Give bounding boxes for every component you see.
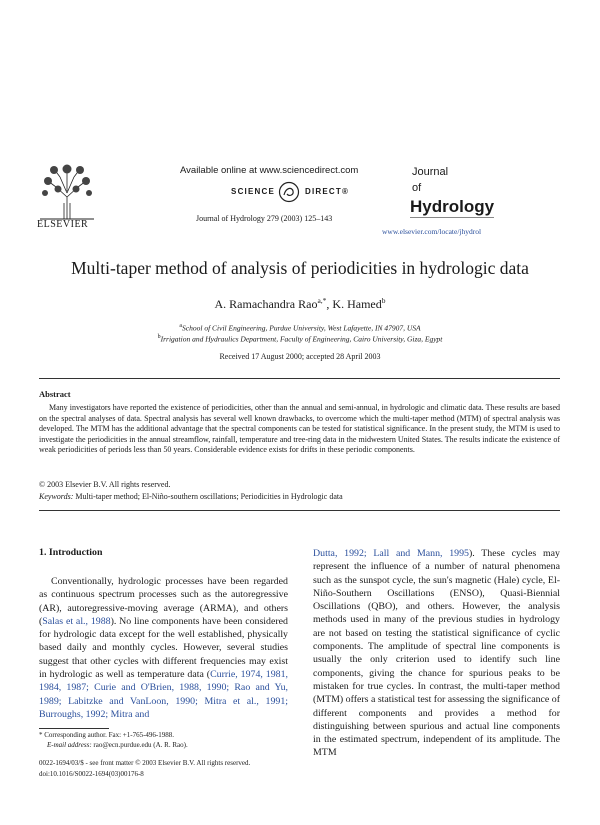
footnote-email-address: rao@ecn.purdue.edu (A. R. Rao).: [91, 741, 188, 749]
journal-url-link[interactable]: www.elsevier.com/locate/jhydrol: [382, 227, 482, 236]
author-separator: ,: [326, 297, 333, 311]
journal-logo-line1: Journal: [412, 166, 449, 178]
abstract-bottom-rule: [39, 510, 560, 511]
author-line: [0, 296, 600, 312]
abstract-text: Many investigators have reported the existence of periodicities, other than the annual and semi-annual, in hydrologic and climatic data. These results are based on the spectral analyses of data. Spectral analysis has several well known drawbacks, to overcome which the multi-taper method (MTM) of spectral analysis was developed. The MTM has the additional advantage that the spectral components can be tested for statistical significance. In the present study, the MTM is used to investigate the periodicities in the annual streamflow, rainfall, temperature and tree-ring data in the midwestern United States. The results indicate the existence of weak periodicities of periods less than 50 years. Considerable evidence exists for drifts in these periodic components.: [39, 403, 560, 455]
author-1: A. Ramachandra Rao: [214, 297, 318, 311]
elsevier-tree-logo-icon: [38, 163, 96, 221]
affiliation-b-sup: b: [157, 334, 161, 340]
sciencedirect-left-text: SCIENCE: [231, 187, 275, 196]
affiliation-b: [0, 334, 600, 344]
affiliation-b-text: Irrigation and Hydraulics Department, Faculty of Engineering, Cairo University, Giza, Egypt: [160, 334, 443, 344]
front-matter-line: 0022-1694/03/$ - see front matter © 2003 Elsevier B.V. All rights reserved.: [39, 759, 251, 767]
intro-text-1: Conventionally, hydrologic processes have been regarded as continuous spectrum processes such as the autoregressive (AR), autoregressive-moving average (ARMA), and others (: [39, 576, 288, 627]
affiliation-a-text: School of Civil Engineering, Purdue University, West Lafayette, IN 47907, USA: [182, 323, 421, 333]
doi-line[interactable]: doi:10.1016/S0022-1694(03)00176-8: [39, 770, 144, 778]
body-left-column: [39, 575, 288, 721]
author-2-sup[interactable]: b: [381, 296, 386, 305]
keywords-label: Keywords:: [39, 492, 74, 501]
abstract-heading: Abstract: [39, 389, 71, 399]
footnote-corresponding-author: * Corresponding author. Fax: +1-765-496-1988.: [39, 731, 174, 739]
footnote-email-label: E-mail address:: [47, 741, 92, 749]
section-heading-introduction: 1. Introduction: [39, 547, 103, 558]
sciencedirect-right-text: DIRECT®: [305, 187, 350, 196]
author-1-sup[interactable]: a,*: [317, 296, 327, 305]
available-online-text: Available online at www.sciencedirect.com: [180, 165, 359, 176]
journal-logo-rule: [410, 217, 494, 218]
journal-logo-title: Hydrology: [410, 197, 495, 216]
footnote-rule: [39, 728, 109, 729]
publisher-name: ELSEVIER: [37, 219, 89, 230]
body-right-column: [313, 547, 560, 760]
affiliation-a-sup: a: [179, 323, 183, 329]
keywords-line: [39, 492, 343, 501]
abstract-copyright: © 2003 Elsevier B.V. All rights reserved.: [39, 480, 171, 489]
intro-text-2: ). No line components have been considered for hydrologic data except for the well established, physically based daily and monthly cycles. However, several studies suggest that other cycles with different frequencies may exist in hydrologic as well as temperature data (: [39, 615, 288, 681]
affiliation-a: [0, 323, 600, 333]
citation-links-dutta-lall[interactable]: Dutta, 1992; Lall and Mann, 1995: [313, 548, 469, 559]
received-dates: Received 17 August 2000; accepted 28 April 2003: [219, 352, 381, 361]
abstract-top-rule: [39, 378, 560, 379]
citation-links-currie[interactable]: Currie, 1974, 1981, 1984, 1987; Curie and O'Brien, 1988, 1990; Rao and Yu, 1989; Labitzke and VanLoon, 1990; Mitra et al., 1991; Burroughs, 1992; Mitra and: [39, 669, 289, 720]
citation-link-salas[interactable]: Salas et al., 1988: [42, 615, 111, 627]
keywords-text: Multi-taper method; El-Niño-southern oscillations; Periodicities in Hydrologic data: [73, 492, 343, 501]
intro-continued-text: ). These cycles may represent the influence of a number of natural phenomena such as the sunspot cycle, the sun's magnetic (Hale) cycle, El-Niño-Southern Oscillations (ENSO), Quasi-Biennial Oscillations (QBO), and others. However, the analysis methods used in many of the previous studies in hydrology are not based on testing the statistical significance of cyclic components. The amplitude of spectral line components is usually the only criterion used to identify such line components, giving the chance for spurious peaks to be mistaken for true cycles. In contrast, the multi-taper method (MTM) offers a statistical test for assessing the significance of different components and provides a method for distinguishing between spurious and actual line components in the estimated spectrum, independent of its amplitude. The MTM: [313, 548, 560, 759]
article-title: Multi-taper method of analysis of periodicities in hydrologic data: [71, 258, 529, 278]
intro-paragraph: [39, 575, 288, 721]
author-2: K. Hamed: [332, 297, 382, 311]
sciencedirect-swirl-icon: [278, 181, 300, 203]
journal-logo-line2: of: [412, 182, 422, 194]
journal-citation: Journal of Hydrology 279 (2003) 125–143: [196, 214, 333, 223]
footnote-email: [47, 741, 188, 750]
intro-continued-paragraph: [313, 547, 560, 760]
